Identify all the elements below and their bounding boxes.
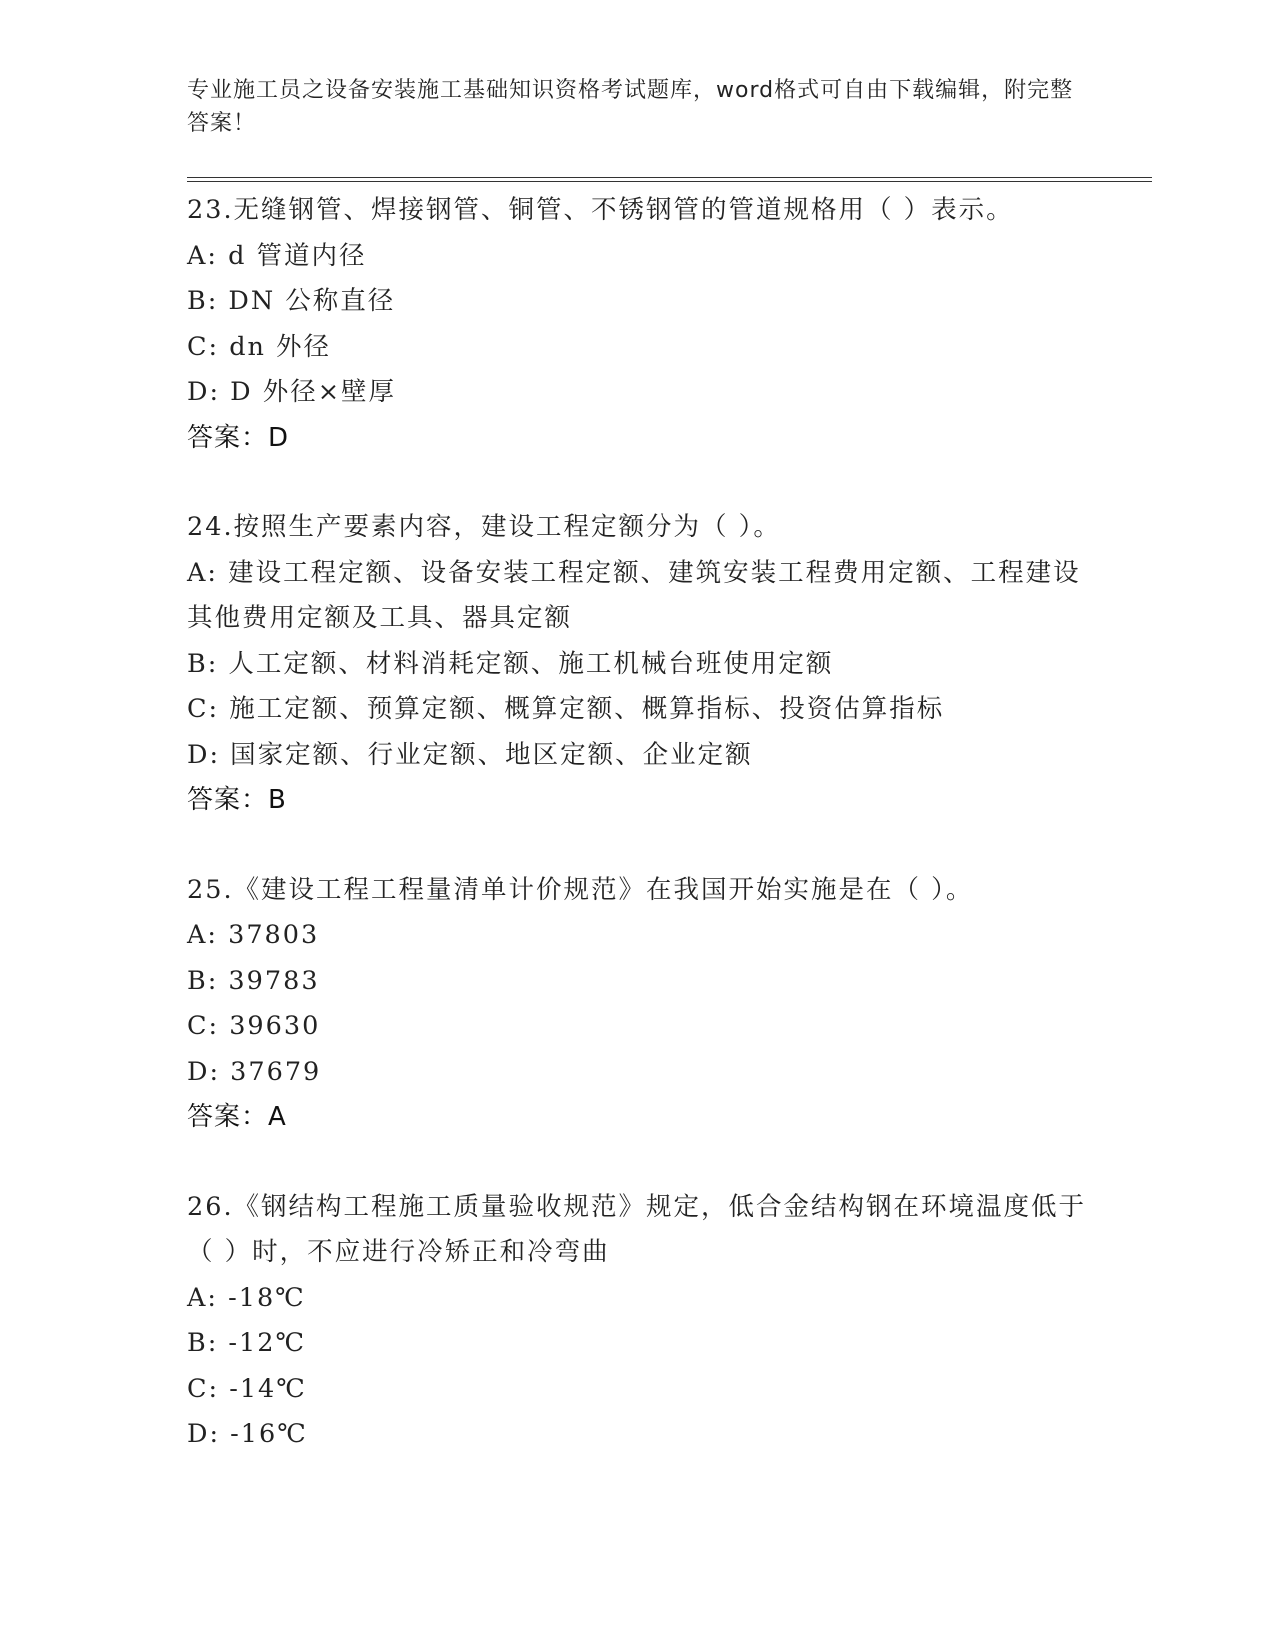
option-c: C: dn 外径 <box>187 331 332 362</box>
option-b: B: 39783 <box>187 965 320 996</box>
option-d: D: -16℃ <box>187 1419 308 1449</box>
question-list <box>187 188 1087 1502</box>
question-26 <box>187 1185 1087 1458</box>
option-c: C: -14℃ <box>187 1373 307 1404</box>
option-d: D: D 外径×壁厚 <box>187 377 397 407</box>
option-b: B: DN 公称直径 <box>187 286 396 316</box>
option-b: B: -12℃ <box>187 1328 307 1358</box>
option-a: A: 37803 <box>187 920 320 950</box>
question-24 <box>187 505 1087 824</box>
question-23 <box>187 188 1087 461</box>
option-d: D: 国家定额、行业定额、地区定额、企业定额 <box>187 739 753 770</box>
option-a: A: 建设工程定额、设备安装工程定额、建筑安装工程费用定额、工程建设其他费用定额及工具、器具定额 <box>187 557 1081 633</box>
option-c: C: 39630 <box>187 1011 321 1041</box>
question-stem: 23.无缝钢管、焊接钢管、铜管、不锈钢管的管道规格用（ ）表示。 <box>187 195 1014 225</box>
answer-text: 答案：B <box>187 785 287 815</box>
option-c: C: 施工定额、预算定额、概算定额、概算指标、投资估算指标 <box>187 694 945 724</box>
question-25 <box>187 868 1087 1141</box>
question-stem: 26.《钢结构工程施工质量验收规范》规定，低合金结构钢在环境温度低于（ ）时，不应进行冷矫正和冷弯曲 <box>187 1191 1087 1267</box>
answer-text: 答案：D <box>187 422 290 453</box>
option-b: B: 人工定额、材料消耗定额、施工机械台班使用定额 <box>187 648 834 679</box>
document-header: 专业施工员之设备安装施工基础知识资格考试题库，word格式可自由下载编辑，附完整答案！ <box>187 78 1074 136</box>
option-a: A: -18℃ <box>187 1282 306 1313</box>
question-stem: 25.《建设工程工程量清单计价规范》在我国开始实施是在（ ）。 <box>187 874 974 905</box>
option-d: D: 37679 <box>187 1056 322 1087</box>
option-a: A: d 管道内径 <box>187 240 367 271</box>
header-divider <box>187 177 1152 182</box>
answer-text: 答案：A <box>187 1102 287 1132</box>
question-stem: 24.按照生产要素内容，建设工程定额分为（ ）。 <box>187 512 781 542</box>
